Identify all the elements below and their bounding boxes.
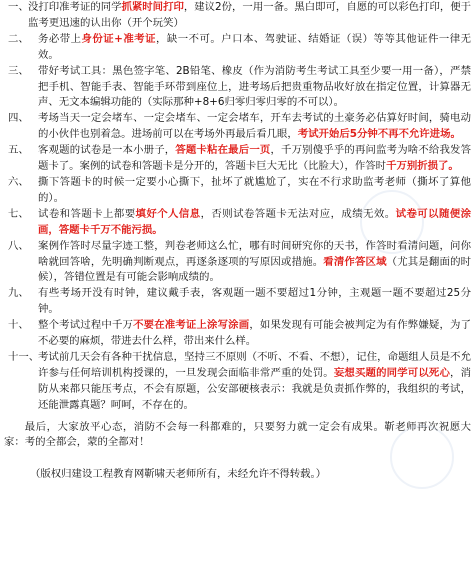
highlight-text: 妄想买题的同学可以死心: [333, 366, 451, 379]
tip-number: 一、: [8, 1, 29, 13]
tip-text: [38, 318, 471, 350]
highlight-text: 千万别折损了。: [386, 160, 459, 173]
tip-text-segment: ，建议2份，一用一备。黑白即可，自愿的可以彩色打印，便于监考更迅速的认出你（开个玩笑）: [28, 1, 472, 29]
tip-text: [38, 32, 471, 64]
tip-text: [38, 64, 471, 112]
tip-item: [8, 207, 471, 239]
tip-text-segment: 案例作答时尽量字迹工整，判卷老师这么忙，哪有时间研究你的天书，作答时看清问题，问你啥就回答啥，先明确判断观点，再逐条逐项的写原因或措施。: [38, 239, 471, 268]
highlight-text: 看清作答区域: [323, 255, 387, 268]
watermark-seal: [390, 425, 454, 489]
tip-number: 三、: [8, 64, 29, 77]
tip-item: [8, 32, 471, 64]
tip-text-segment: 整个考试过程中千万: [38, 319, 134, 332]
tip-text: [28, 0, 471, 32]
highlight-text: 身份证+准考证: [81, 32, 156, 45]
tip-number: 五、: [8, 144, 29, 157]
highlight-text: 抓紧时间打印: [121, 1, 184, 13]
tip-number: 六、: [8, 175, 29, 188]
highlight-text: 填好个人信息: [135, 207, 201, 220]
tip-text: [38, 143, 471, 175]
tip-text-segment: 有些考场开没有时钟，建议戴手表，客观题一题不要超过1分钟，主观题一题不要超过25分钟。: [38, 287, 471, 316]
highlight-text: 不要在准考证上涂写涂画: [133, 319, 250, 332]
highlight-text: 答题卡粘在最后一页: [175, 144, 271, 157]
tip-text: [38, 175, 471, 207]
tip-number: 七、: [8, 207, 29, 220]
tip-number: 八、: [8, 239, 29, 252]
highlight-text: 试卷可以随便涂画，答题卡千万不能污损。: [38, 207, 472, 236]
tip-text-segment: ，缺一不可。户口本、驾驶证、结婚证（误）等等其他证件一律无效。: [38, 32, 471, 61]
tip-item: [8, 350, 471, 414]
tip-text: [38, 350, 471, 414]
tip-item: [8, 175, 471, 207]
tip-text: [38, 286, 471, 318]
tip-number: 九、: [8, 287, 29, 300]
closing-paragraph: 最后，大家放平心态，消防不会每一科都难的，只要努力就一定会有成果。靳老师再次祝愿大家：考的全都会，蒙的全都对！: [4, 420, 471, 449]
tip-text-segment: 考试前几天会有各种干扰信息，坚持三不原则（不听、不看、不想），记住，命题组人员是不允许参与任何培训机构授课的，一旦发现会面临非常严重的处罚。: [38, 350, 471, 379]
tip-item: [8, 143, 471, 175]
copyright-footer: （版权归建设工程教育网靳啸天老师所有，未经允许不得转载。）: [30, 468, 327, 481]
tip-text-segment: 撕下答题卡的时候一定要小心撕下，扯坏了就尴尬了，实在不行求助监考老师（撕坏了算他的）。: [38, 175, 471, 204]
tip-text-segment: 考场当天一定会堵车、一定会堵车、一定会堵车，开车去考试的土豪务必估算好时间，骑电动的小伙伴也别着急。进场前可以在考场外再最后看几眼，: [38, 112, 471, 141]
tip-text: [38, 111, 471, 143]
tip-text-segment: ，消防从来都只能压考点，不会有原题，公安部硬核表示：我就是负责抓作弊的，我组织的考试，还能泄露真题？呵呵，不存在的。: [38, 366, 472, 411]
tip-number: 二、: [8, 32, 29, 45]
tip-item: [8, 286, 471, 318]
tip-item: [8, 64, 471, 112]
tip-item: [8, 111, 471, 143]
tip-item: [8, 0, 471, 32]
highlight-text: 考试开始后5分钟不再不允许进场。: [297, 128, 461, 141]
tip-text-segment: 务必带上: [38, 32, 82, 45]
tip-number: 四、: [8, 112, 29, 125]
tip-number: 十一、: [8, 350, 40, 363]
tip-text-segment: （尤其是翻面的时候），答错位置是有可能会影响成绩的。: [38, 255, 472, 284]
tip-text-segment: ，如果发现有可能会被判定为有作弊嫌疑，为了不必要的麻烦，带进去什么样，带出来什么样。: [38, 319, 472, 348]
tip-text-segment: ，千万别傻乎乎的再问监考为啥不给我发答题卡了。案例的试卷和答题卡是分开的，答题卡巨大无比（比脸大），作答时: [38, 144, 472, 173]
tip-text-segment: ，否则试卷答题卡无法对应，成绩无效。: [200, 207, 396, 220]
tip-item: [8, 318, 471, 350]
tip-text-segment: 没打印准考证的同学: [28, 1, 122, 13]
tip-number: 十、: [8, 319, 29, 332]
tip-text-segment: 带好考试工具：黑色签字笔、2B铅笔、橡皮（作为消防考生考试工具至少要一用一备），严禁把手机、智能手表、智能手环带到座位上，进考场后把贵重物品收好放在指定位置，计算器无声、无文本编辑功能的（实际那种+8+6归零归零归零的不可以）。: [38, 64, 471, 109]
tip-text: [38, 207, 471, 239]
tip-text-segment: 客观题的试卷是一本小册子，: [38, 144, 176, 157]
tip-item: [8, 239, 471, 287]
tip-text-segment: 试卷和答题卡上都要: [38, 207, 136, 220]
tip-text: [38, 239, 471, 287]
